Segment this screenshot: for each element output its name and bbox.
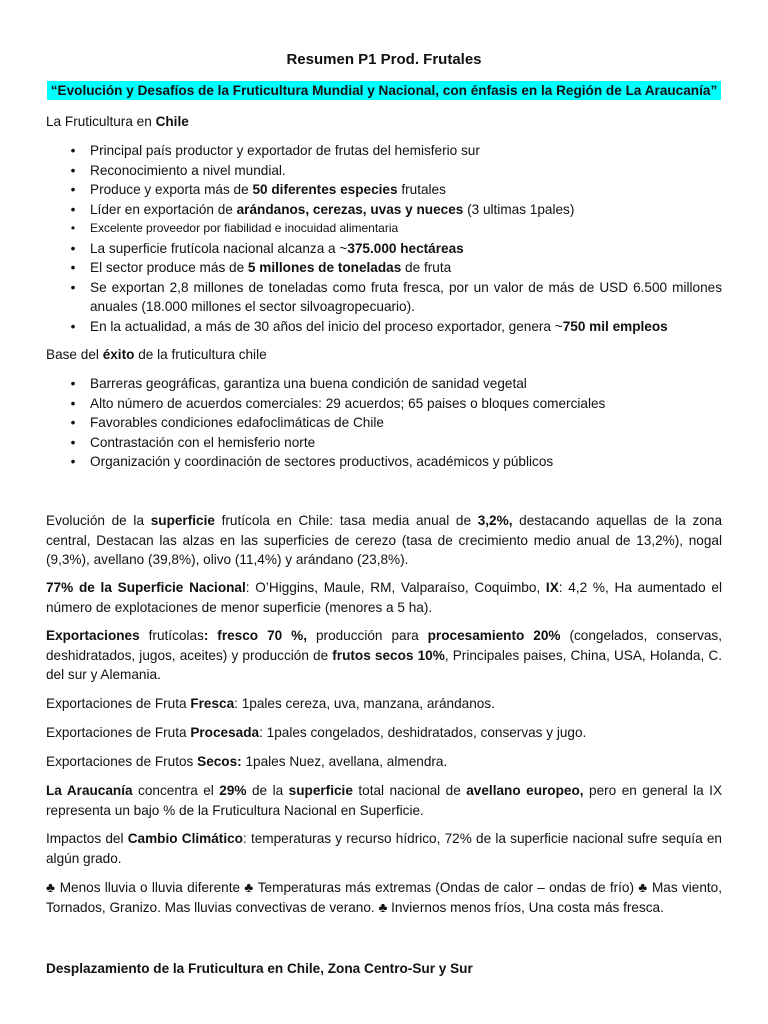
text-run: La superficie frutícola nacional alcanza a ~ [90, 240, 348, 256]
list-item-text: Alto número de acuerdos comerciales: 29 acuerdos; 65 paises o bloques comerciales [90, 395, 606, 411]
bullet-dot-icon: • [70, 454, 76, 469]
paragraph-fruta-procesada [46, 723, 722, 743]
bullet-dot-icon: • [70, 279, 76, 295]
list-item [46, 200, 722, 220]
paragraph-fruta-fresca [46, 694, 722, 714]
list-item-text: Organización y coordinación de sectores productivos, académicos y públicos [90, 454, 554, 469]
base-section-heading [46, 345, 267, 365]
base-heading-pre: Base del [46, 347, 103, 362]
list-item [46, 180, 722, 200]
text-run: Principal país productor y exportador de frutas del hemisferio sur [90, 143, 480, 158]
bold-text: superficie [288, 783, 353, 798]
text-run: 1pales Nuez, avellana, almendra. [241, 754, 448, 769]
list-item [46, 394, 722, 414]
bullet-dot-icon: • [70, 434, 76, 450]
text-run: Impactos del [46, 831, 128, 846]
list-item-text: Contrastación con el hemisferio norte [90, 434, 316, 450]
paragraph-climate-impacts [46, 878, 722, 917]
text-run: Se exportan 2,8 millones de toneladas como fruta fresca, por un valor de más de USD 6.500 millones anuales (18.000 millones el sector silvoagropecuario). [90, 279, 722, 314]
text-run: , Principales paises, China, USA, Holanda, C. del sur y Alemania. [46, 647, 722, 682]
bold-text: 750 mil empleos [562, 318, 668, 334]
list-item-text: Favorables condiciones edafoclimáticas de Chile [90, 415, 384, 430]
bold-text: 77% de la Superficie Nacional [46, 580, 246, 595]
list-item-text: Barreras geográficas, garantiza una buena condición de sanidad vegetal [90, 376, 527, 391]
list-item [46, 413, 722, 433]
bold-text: 3,2%, [477, 513, 513, 528]
base-bullet-list [46, 374, 722, 472]
paragraph-cambio-climatico [46, 829, 722, 868]
bold-text: IX [545, 580, 559, 595]
list-item [46, 317, 722, 337]
chile-section-heading [46, 112, 189, 132]
text-run: Excelente proveedor por fiabilidad e inocuidad alimentaria [90, 221, 399, 235]
text-run: frutales [397, 182, 446, 197]
list-item [46, 433, 722, 453]
bullet-dot-icon: • [70, 395, 76, 411]
text-run: (3 ultimas 1pales) [463, 201, 575, 217]
text-run: de fruta [401, 260, 452, 275]
text-run: total nacional de [352, 783, 467, 798]
text-run: de la [246, 783, 289, 798]
text-run: : 4,2 %, Ha aumentado el número de explotaciones de menor superficie (menores a 5 ha). [46, 580, 722, 615]
base-heading-post: de la fruticultura chile [134, 347, 267, 362]
text-run: : temperaturas y recurso hídrico, 72% de la superficie nacional sufre sequía en algún grado. [46, 831, 722, 866]
subtitle-container [0, 81, 768, 101]
bold-text: Secos: [197, 754, 242, 769]
bullet-dot-icon: • [70, 260, 76, 275]
chile-heading-bold: Chile [155, 114, 189, 129]
bold-text: Procesada [190, 725, 260, 740]
text-run: Líder en exportación de [90, 201, 237, 217]
list-item [46, 219, 722, 239]
bullet-dot-icon: • [70, 162, 76, 178]
bold-text: 29% [219, 783, 247, 798]
bold-text: 50 diferentes especies [252, 182, 398, 197]
text-run: : 1pales congelados, deshidratados, conservas y jugo. [259, 725, 587, 740]
paragraph-superficie-evolution [46, 511, 722, 570]
bold-text: avellano europeo, [466, 783, 584, 798]
text-run: Exportaciones de Fruta [46, 696, 191, 711]
bullet-dot-icon: • [70, 182, 76, 197]
text-run: Evolución de la [46, 513, 151, 528]
bold-text: Exportaciones [46, 628, 140, 643]
highlighted-subtitle: “Evolución y Desafíos de la Fruticultura Mundial y Nacional, con énfasis en la Región de La Araucanía” [47, 81, 722, 100]
text-run: pero en general la IX representa un bajo % de la Fruticultura Nacional en Superficie. [46, 783, 723, 818]
bullet-dot-icon: • [70, 201, 76, 217]
list-item [46, 278, 722, 317]
text-run: concentra el [132, 783, 220, 798]
text-run: Exportaciones de Frutos [46, 754, 198, 769]
bold-text: La Araucanía [46, 783, 133, 798]
text-run: frutícola en Chile: tasa media anual de [214, 513, 478, 528]
bold-text: arándanos, cerezas, uvas y nueces [236, 201, 464, 217]
list-item [46, 141, 722, 161]
list-item [46, 161, 722, 181]
chile-heading-text: La Fruticultura en [46, 114, 156, 129]
bold-text: superficie [150, 513, 215, 528]
bold-text: Cambio Climático [127, 831, 243, 846]
chile-bullet-list [46, 141, 722, 336]
list-item [46, 258, 722, 278]
final-section-heading: Desplazamiento de la Fruticultura en Chile, Zona Centro-Sur y Sur [46, 961, 473, 976]
bold-text: : fresco 70 %, [203, 628, 308, 643]
bold-text: procesamiento 20% [427, 628, 561, 643]
base-heading-bold: éxito [102, 347, 135, 362]
text-run: (congelados, conservas, deshidratados, jugos, aceites) y producción de [46, 628, 722, 663]
bold-text: 375.000 hectáreas [347, 240, 464, 256]
text-run: Reconocimiento a nivel mundial. [90, 162, 286, 178]
text-run: frutícolas [139, 628, 204, 643]
text-run: destacando aquellas de la zona central, Destacan las alzas en las superficies de cerezo (tasa de crecimiento medio anual de 13,2%), nogal (9,3%), avellano (39,8%), olivo (11,4%) y arándano (23,8%). [46, 513, 723, 567]
text-run: : 1pales cereza, uva, manzana, arándanos. [234, 696, 495, 711]
list-item [46, 452, 722, 472]
paragraph-superficie-nacional [46, 578, 722, 617]
bullet-dot-icon: • [70, 221, 76, 235]
document-title: Resumen P1 Prod. Frutales [286, 51, 482, 68]
bold-text: Fresca [190, 696, 235, 711]
list-item [46, 239, 722, 259]
bold-text: frutos secos 10% [332, 647, 445, 663]
paragraph-exportaciones [46, 626, 722, 685]
text-run: : O’Higgins, Maule, RM, Valparaíso, Coquimbo, [245, 580, 546, 595]
bullet-dot-icon: • [70, 376, 76, 391]
paragraph-frutos-secos [46, 752, 722, 772]
bullet-dot-icon: • [70, 143, 76, 158]
bullet-dot-icon: • [70, 415, 76, 430]
bullet-dot-icon: • [70, 318, 76, 334]
bullet-dot-icon: • [70, 240, 76, 256]
text-run: Produce y exporta más de [90, 182, 253, 197]
text-run: Exportaciones de Fruta [46, 725, 191, 740]
paragraph-araucania [46, 781, 722, 820]
text-run: ♣ Menos lluvia o lluvia diferente ♣ Temperaturas más extremas (Ondas de calor – ondas de frío) ♣ Mas viento, Tornados, Granizo. Mas lluvias convectivas de verano. ♣ Inviernos menos fríos, Una costa más fresca. [46, 880, 722, 915]
bold-text: 5 millones de toneladas [247, 260, 402, 275]
list-item [46, 374, 722, 394]
text-run: El sector produce más de [90, 260, 248, 275]
text-run: producción para [307, 628, 428, 643]
text-run: En la actualidad, a más de 30 años del inicio del proceso exportador, genera ~ [90, 318, 563, 334]
